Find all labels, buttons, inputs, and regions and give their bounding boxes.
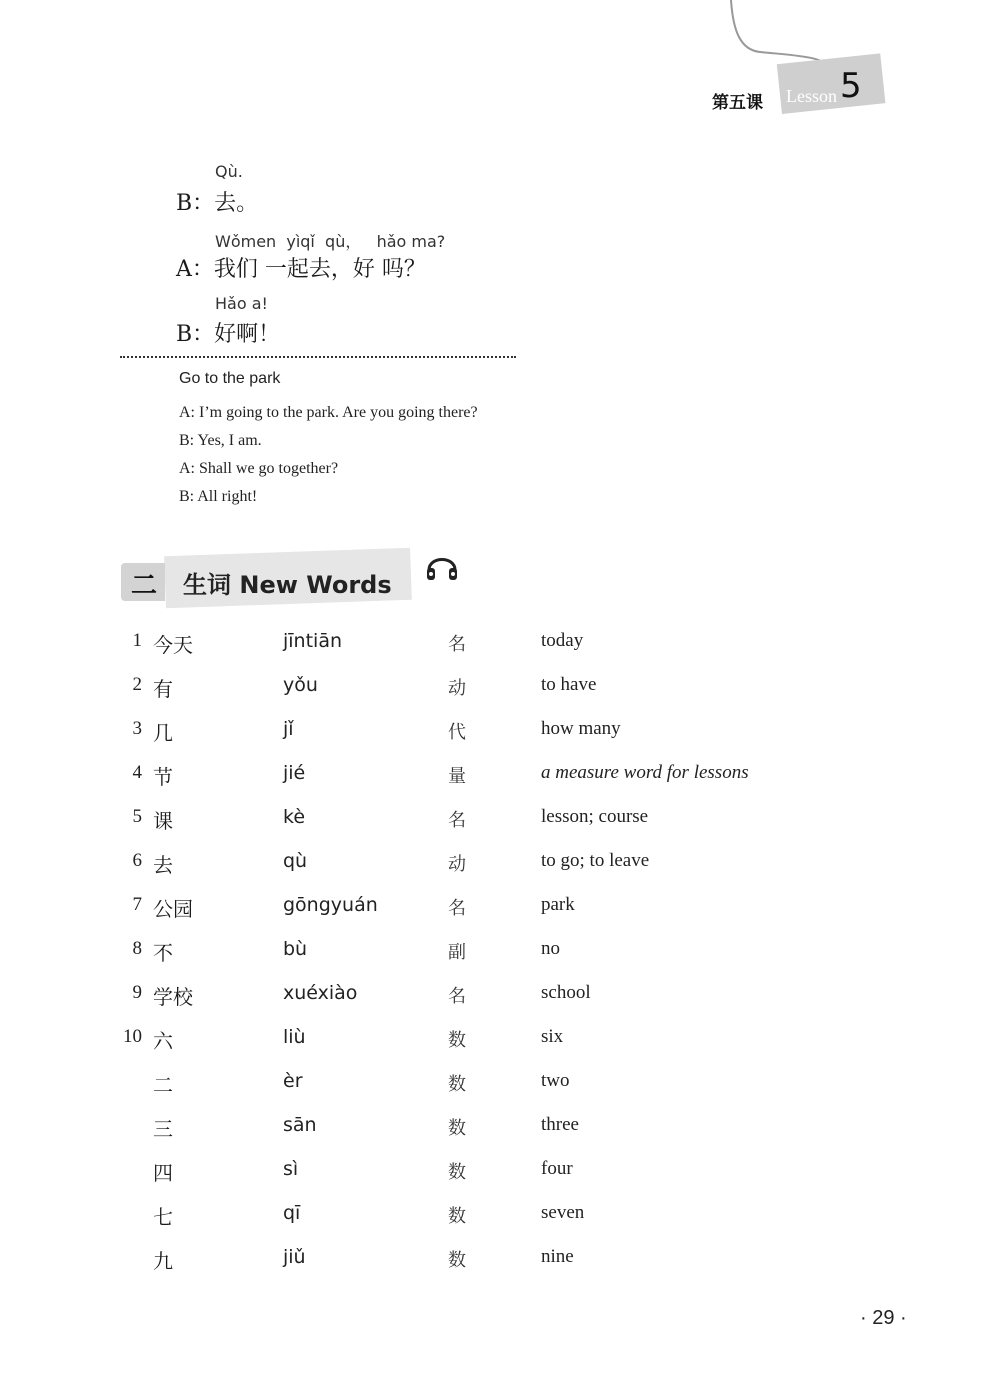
headphones-icon[interactable] [424,548,460,584]
vocab-definition: park [541,894,575,915]
vocab-row [0,1155,1005,1185]
vocab-part-of-speech: 代 [448,722,466,743]
vocab-part-of-speech: 副 [448,942,466,963]
vocab-pinyin: kè [283,806,306,828]
vocab-hanzi: 公园 [153,897,193,921]
vocab-part-of-speech: 动 [448,678,466,699]
vocab-row [0,1199,1005,1229]
vocab-part-of-speech: 名 [448,898,466,919]
dialogue-pinyin: Qù. [215,162,243,181]
vocab-pinyin: bù [283,938,308,960]
section-number: 二 [131,571,158,601]
vocab-pinyin: èr [283,1070,303,1092]
vocab-definition: a measure word for lessons [541,762,749,783]
vocab-hanzi: 节 [153,765,173,789]
vocab-number: 1 [132,630,142,651]
vocab-row [0,935,1005,965]
lesson-number: 5 [840,66,862,106]
vocab-number: 4 [132,762,142,783]
vocab-part-of-speech: 量 [448,766,466,787]
vocab-hanzi: 三 [153,1117,173,1141]
vocab-row [0,1067,1005,1097]
vocab-pinyin: qù [283,850,308,872]
dialogue-pinyin: Wǒmen yìqǐ qù， hǎo ma? [215,232,446,251]
vocab-part-of-speech: 数 [448,1118,466,1139]
vocab-part-of-speech: 数 [448,1074,466,1095]
dialogue-line: B：好啊！ [176,322,281,347]
vocab-definition: nine [541,1246,574,1267]
vocab-pinyin: sì [283,1158,299,1180]
vocab-part-of-speech: 名 [448,810,466,831]
vocab-pinyin: jīntiān [283,630,343,652]
translation-line: B: Yes, I am. [179,432,262,449]
vocab-hanzi: 课 [153,809,173,833]
vocab-part-of-speech: 名 [448,634,466,655]
vocab-part-of-speech: 数 [448,1206,466,1227]
vocab-pinyin: sān [283,1114,317,1136]
vocab-hanzi: 七 [153,1205,173,1229]
vocab-hanzi: 六 [153,1029,173,1053]
vocab-definition: to go; to leave [541,850,650,871]
vocab-number: 6 [132,850,142,871]
vocab-row [0,671,1005,701]
vocab-definition: seven [541,1202,585,1223]
vocab-hanzi: 二 [153,1073,173,1097]
section-title: 生词 New Words [183,571,392,599]
vocab-pinyin: jié [283,762,306,784]
vocab-pinyin: gōngyuán [283,894,378,916]
vocab-pinyin: xuéxiào [283,982,358,1004]
vocab-row [0,1111,1005,1141]
translation-line: A: I’m going to the park. Are you going there? [179,404,478,421]
vocab-row [0,891,1005,921]
vocab-pinyin: jiǔ [283,1246,306,1268]
vocab-definition: today [541,630,584,651]
vocab-row [0,1243,1005,1273]
vocab-row [0,1023,1005,1053]
vocab-hanzi: 九 [153,1249,173,1273]
vocab-pinyin: liù [283,1026,306,1048]
vocab-part-of-speech: 名 [448,986,466,1007]
vocab-definition: school [541,982,591,1003]
vocab-hanzi: 不 [153,941,173,965]
translation-line: B: All right! [179,488,258,505]
vocab-row [0,759,1005,789]
vocab-row [0,715,1005,745]
vocab-part-of-speech: 数 [448,1250,466,1271]
vocab-row [0,847,1005,877]
vocab-definition: lesson; course [541,806,649,827]
vocab-row [0,979,1005,1009]
vocab-part-of-speech: 数 [448,1030,466,1051]
lesson-chinese-label: 第五课 [712,93,763,113]
vocab-pinyin: jǐ [283,718,294,740]
vocab-definition: two [541,1070,570,1091]
vocab-definition: six [541,1026,564,1047]
lesson-word: Lesson [786,86,837,106]
vocab-definition: how many [541,718,621,739]
vocab-definition: three [541,1114,579,1135]
dialogue-line: A：我们 一起去，好 吗？ [176,257,426,282]
vocab-definition: four [541,1158,573,1179]
dialogue-pinyin: Hǎo a! [215,294,268,313]
vocab-number: 9 [132,982,142,1003]
vocab-row [0,803,1005,833]
dotted-divider [120,356,516,358]
vocab-number: 5 [132,806,142,827]
vocab-hanzi: 今天 [153,633,193,657]
vocab-number: 10 [123,1026,142,1047]
vocab-definition: no [541,938,560,959]
vocab-row [0,627,1005,657]
vocab-number: 3 [132,718,142,739]
vocab-part-of-speech: 数 [448,1162,466,1183]
vocab-hanzi: 四 [153,1161,173,1185]
vocab-hanzi: 几 [153,721,173,745]
vocab-definition: to have [541,674,597,695]
vocab-pinyin: qī [283,1202,301,1224]
vocab-part-of-speech: 动 [448,854,466,875]
translation-title: Go to the park [179,370,281,387]
translation-line: A: Shall we go together? [179,460,339,477]
vocab-hanzi: 学校 [153,985,193,1009]
page-number: · 29 · [860,1307,907,1329]
vocab-hanzi: 去 [153,853,173,877]
dialogue-line: B：去。 [176,191,259,216]
vocab-pinyin: yǒu [283,674,318,696]
vocab-hanzi: 有 [153,677,173,701]
vocab-number: 8 [132,938,142,959]
vocab-number: 2 [132,674,142,695]
vocab-number: 7 [132,894,142,915]
